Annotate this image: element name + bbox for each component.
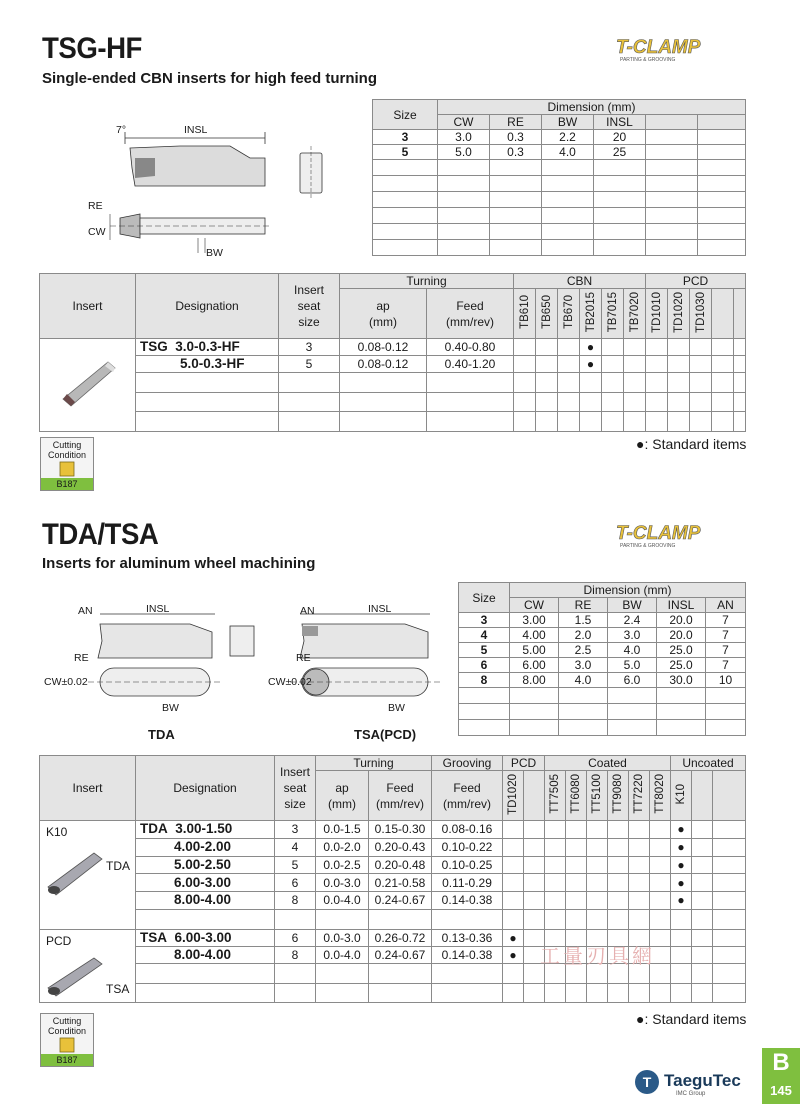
seat-cell: 5 bbox=[279, 356, 340, 373]
section-tab-letter: B bbox=[762, 1048, 800, 1078]
svg-text:T: T bbox=[642, 1074, 652, 1090]
table-row bbox=[373, 130, 746, 145]
insl-label: INSL bbox=[368, 603, 392, 615]
pcd-label: PCD bbox=[46, 934, 72, 948]
standard-mark: ● bbox=[671, 892, 692, 910]
standard-mark: ● bbox=[671, 874, 692, 892]
standard-mark: ● bbox=[671, 821, 692, 839]
col-re: RE bbox=[490, 115, 542, 130]
feed-cell: 0.40-0.80 bbox=[427, 339, 514, 356]
logo-text: T-CLAMP bbox=[616, 37, 701, 58]
col-insl: INSL bbox=[594, 115, 646, 130]
taegutec-logo-icon bbox=[634, 1069, 660, 1095]
table-row: 8.00-4.00 8 0.0-4.0 0.24-0.67 0.14-0.38 ● bbox=[40, 892, 746, 910]
col-bw: BW bbox=[608, 598, 657, 613]
table-row: 6 6.00 3.0 5.0 25.0 7 bbox=[459, 658, 746, 673]
tda-drawing-label: TDA bbox=[148, 727, 175, 742]
header-uncoated: Uncoated bbox=[671, 756, 746, 771]
watermark: 工量刃具網 bbox=[540, 946, 655, 968]
header-turning: Turning bbox=[340, 274, 514, 289]
designation-cell: TSA 6.00-3.00 bbox=[136, 930, 275, 947]
header-pcd: PCD bbox=[646, 274, 746, 289]
header-size: Size bbox=[459, 583, 510, 613]
col-re: RE bbox=[559, 598, 608, 613]
table-row: 5.00-2.50 5 0.0-2.5 0.20-0.48 0.10-0.25 ● bbox=[40, 856, 746, 874]
book-icon bbox=[58, 460, 76, 478]
grade-tb7015: TB7015 bbox=[606, 291, 619, 333]
size-cell: 5 bbox=[373, 145, 438, 160]
logo-text: T-CLAMP bbox=[616, 523, 701, 544]
tda-tsa-drawing bbox=[40, 596, 460, 746]
grade-tt7220: TT7220 bbox=[633, 774, 645, 814]
table-row: 6.00-3.00 6 0.0-3.0 0.21-0.58 0.11-0.29 ● bbox=[40, 874, 746, 892]
seat-cell: 3 bbox=[279, 339, 340, 356]
col-an: AN bbox=[706, 598, 746, 613]
table-row: 4 4.00 2.0 3.0 20.0 7 bbox=[459, 628, 746, 643]
col-bw: BW bbox=[542, 115, 594, 130]
cw-label: CW±0.02 bbox=[44, 676, 88, 688]
header-pcd: PCD bbox=[503, 756, 545, 771]
insl-cell: 25 bbox=[594, 145, 646, 160]
table-row: 4.00-2.00 4 0.0-2.0 0.20-0.43 0.10-0.22 ● bbox=[40, 838, 746, 856]
grade-td1030: TD1030 bbox=[694, 291, 707, 333]
book-icon bbox=[58, 1036, 76, 1054]
tsa-drawing-label: TSA(PCD) bbox=[354, 727, 417, 742]
grade-tb2015: TB2015 bbox=[584, 291, 597, 333]
cw-label: CW bbox=[88, 226, 106, 238]
header-seat-size: Insert seat size bbox=[279, 274, 340, 339]
cw-label: CW±0.02 bbox=[268, 676, 312, 688]
svg-text:PARTING & GROOVING: PARTING & GROOVING bbox=[620, 57, 676, 63]
ap-cell: 0.08-0.12 bbox=[340, 339, 427, 356]
angle-label: 7° bbox=[116, 124, 127, 136]
table-row: 3 3.00 1.5 2.4 20.0 7 bbox=[459, 613, 746, 628]
tsg-insert-image bbox=[40, 339, 136, 432]
table-row bbox=[40, 339, 746, 356]
grade-td1010: TD1010 bbox=[650, 291, 663, 333]
standard-mark: ● bbox=[580, 339, 602, 356]
section1-title: TSG-HF bbox=[42, 32, 142, 65]
standard-mark: ● bbox=[503, 930, 524, 947]
standard-mark: ● bbox=[580, 356, 602, 373]
standard-items-note: ●: Standard items bbox=[636, 1011, 747, 1027]
table-row: PCD TSA TSA 6.00-3.00 6 0.0-3.0 0.26-0.72 0.13-0.36 ● bbox=[40, 930, 746, 947]
bw-label: BW bbox=[206, 247, 223, 259]
grade-tb7020: TB7020 bbox=[628, 291, 641, 333]
table-row: K10 TDA TDA 3.00-1.50 3 0.0-1.5 0.15-0.30 0.08-0.16 ● bbox=[40, 821, 746, 839]
re-cell: 0.3 bbox=[490, 130, 542, 145]
grade-td1020: TD1020 bbox=[672, 291, 685, 333]
grade-tt7505: TT7505 bbox=[549, 774, 561, 814]
header-grooving-feed: Feed (mm/rev) bbox=[432, 771, 503, 821]
grade-td1020: TD1020 bbox=[507, 773, 519, 815]
header-cbn: CBN bbox=[514, 274, 646, 289]
section2-subtitle: Inserts for aluminum wheel machining bbox=[42, 555, 316, 572]
designation-cell: TDA 3.00-1.50 bbox=[136, 821, 275, 839]
section1-subtitle: Single-ended CBN inserts for high feed turning bbox=[42, 70, 378, 87]
standard-mark: ● bbox=[671, 856, 692, 874]
t-clamp-logo bbox=[612, 34, 742, 64]
header-dimension: Dimension (mm) bbox=[438, 100, 746, 115]
k10-label: K10 bbox=[46, 825, 68, 839]
bw-label: BW bbox=[388, 702, 405, 714]
grade-tt8020: TT8020 bbox=[654, 774, 666, 814]
designation-cell: 5.0-0.3-HF bbox=[136, 356, 279, 373]
page-number: 145 bbox=[762, 1078, 800, 1104]
tsa-label: TSA bbox=[106, 982, 130, 996]
header-designation: Designation bbox=[136, 756, 275, 821]
bw-cell: 2.2 bbox=[542, 130, 594, 145]
grade-k10: K10 bbox=[675, 783, 687, 805]
header-ap: ap (mm) bbox=[316, 771, 369, 821]
header-size: Size bbox=[373, 100, 438, 130]
standard-mark: ● bbox=[671, 838, 692, 856]
standard-items-note: ●: Standard items bbox=[636, 436, 747, 452]
ap-cell: 0.08-0.12 bbox=[340, 356, 427, 373]
cutting-condition-link[interactable]: Cutting Condition B187 bbox=[40, 1013, 94, 1067]
col-insl: INSL bbox=[657, 598, 706, 613]
insl-label: INSL bbox=[184, 124, 208, 136]
tsg-dimension-table bbox=[372, 99, 746, 256]
designation-cell: TSG 3.0-0.3-HF bbox=[136, 339, 279, 356]
tda-dimension-table bbox=[458, 582, 746, 736]
cutting-condition-page: B187 bbox=[41, 1054, 93, 1066]
size-cell: 3 bbox=[373, 130, 438, 145]
cutting-condition-link[interactable]: Cutting Condition B187 bbox=[40, 437, 94, 491]
cw-cell: 3.0 bbox=[438, 130, 490, 145]
cutting-condition-page: B187 bbox=[41, 478, 93, 490]
bw-label: BW bbox=[162, 702, 179, 714]
svg-text:PARTING & GROOVING: PARTING & GROOVING bbox=[620, 543, 676, 549]
header-seat-size: Insert seat size bbox=[275, 756, 316, 821]
re-label: RE bbox=[74, 652, 89, 664]
header-dimension: Dimension (mm) bbox=[510, 583, 746, 598]
header-ap: ap (mm) bbox=[340, 289, 427, 339]
header-designation: Designation bbox=[136, 274, 279, 339]
table-row: 8 8.00 4.0 6.0 30.0 10 bbox=[459, 673, 746, 688]
table-row: 8.00-4.00 8 0.0-4.0 0.24-0.67 0.14-0.38 ● bbox=[40, 947, 746, 964]
grade-tt6080: TT6080 bbox=[570, 774, 582, 814]
brand-name: TaeguTec bbox=[664, 1071, 741, 1090]
an-label: AN bbox=[300, 605, 315, 617]
header-coated: Coated bbox=[545, 756, 671, 771]
cw-cell: 5.0 bbox=[438, 145, 490, 160]
an-label: AN bbox=[78, 605, 93, 617]
tda-label: TDA bbox=[106, 859, 130, 873]
table-row bbox=[40, 356, 746, 373]
header-feed: Feed (mm/rev) bbox=[369, 771, 432, 821]
tsa-insert-image bbox=[40, 930, 136, 1003]
header-insert: Insert bbox=[40, 756, 136, 821]
tsg-hf-drawing bbox=[80, 118, 370, 268]
tsg-main-table bbox=[39, 273, 746, 432]
brand-sub: IMC Group bbox=[676, 1091, 706, 1097]
header-insert: Insert bbox=[40, 274, 136, 339]
table-row bbox=[373, 145, 746, 160]
header-grooving: Grooving bbox=[432, 756, 503, 771]
bw-cell: 4.0 bbox=[542, 145, 594, 160]
standard-mark: ● bbox=[503, 947, 524, 964]
col-cw: CW bbox=[438, 115, 490, 130]
grade-tt5100: TT5100 bbox=[591, 774, 603, 814]
section2-title: TDA/TSA bbox=[42, 518, 159, 551]
t-clamp-logo bbox=[612, 520, 742, 550]
col-cw: CW bbox=[510, 598, 559, 613]
grade-tb650: TB650 bbox=[540, 295, 553, 329]
grade-tt9080: TT9080 bbox=[612, 774, 624, 814]
feed-cell: 0.40-1.20 bbox=[427, 356, 514, 373]
header-feed: Feed (mm/rev) bbox=[427, 289, 514, 339]
table-row: 5 5.00 2.5 4.0 25.0 7 bbox=[459, 643, 746, 658]
insl-label: INSL bbox=[146, 603, 170, 615]
grade-tb670: TB670 bbox=[562, 295, 575, 329]
grade-tb610: TB610 bbox=[518, 295, 531, 329]
header-turning: Turning bbox=[316, 756, 432, 771]
re-cell: 0.3 bbox=[490, 145, 542, 160]
re-label: RE bbox=[296, 652, 311, 664]
insl-cell: 20 bbox=[594, 130, 646, 145]
tda-insert-image bbox=[40, 821, 136, 930]
re-label: RE bbox=[88, 200, 103, 212]
